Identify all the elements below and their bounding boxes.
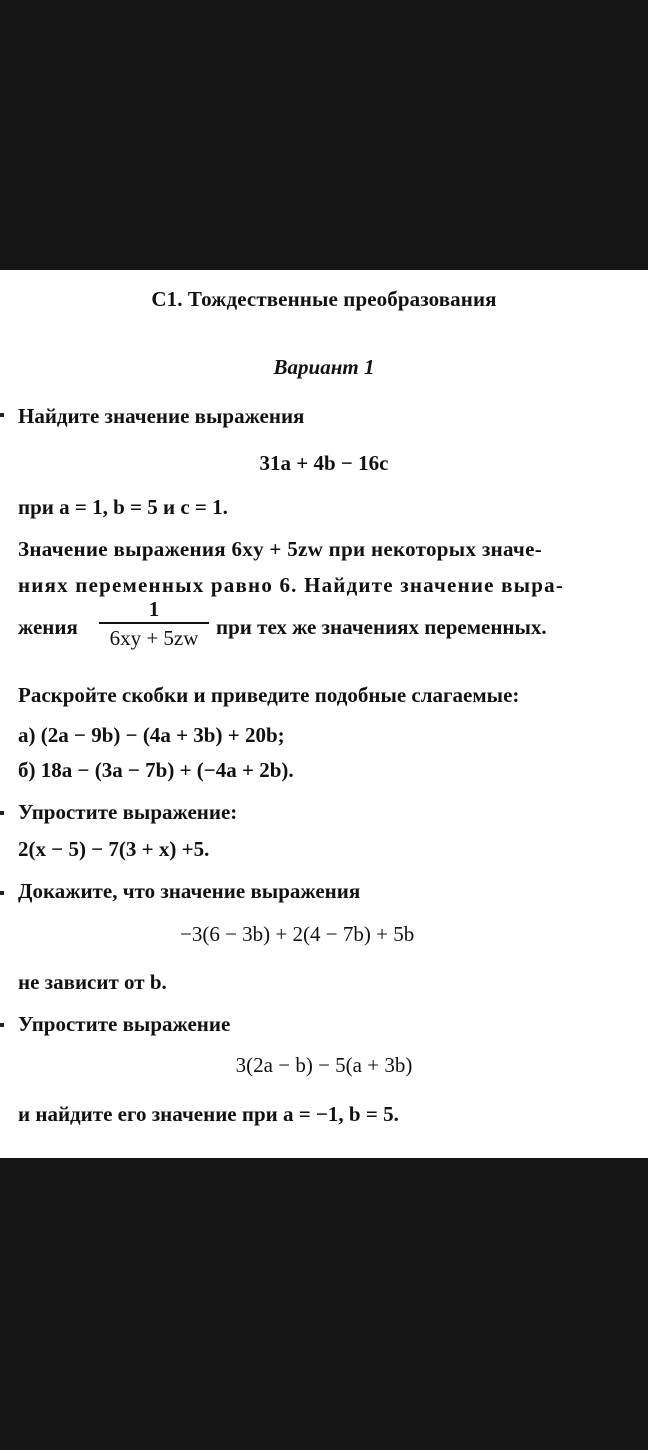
fraction-bar bbox=[99, 622, 209, 624]
task6-condition: и найдите его значение при a = −1, b = 5. bbox=[18, 1102, 399, 1126]
task-marker bbox=[0, 1023, 4, 1027]
page-title: C1. Тождественные преобразования bbox=[151, 287, 497, 311]
task6-expression: 3(2a − b) − 5(a + 3b) bbox=[235, 1053, 413, 1077]
task5-intro: Докажите, что значение выражения bbox=[18, 879, 361, 903]
variant-heading: Вариант 1 bbox=[273, 355, 375, 379]
task3-intro: Раскройте скобки и приведите подобные слагаемые: bbox=[18, 683, 520, 707]
task6-intro: Упростите выражение bbox=[18, 1012, 231, 1036]
task2-line2: ниях переменных равно 6. Найдите значение выра- bbox=[18, 573, 565, 597]
task1-expression: 31a + 4b − 16c bbox=[259, 451, 389, 475]
task1-intro: Найдите значение выражения bbox=[18, 404, 305, 428]
task3-item-b: б) 18a − (3a − 7b) + (−4a + 2b). bbox=[18, 758, 294, 782]
task1-condition: при a = 1, b = 5 и c = 1. bbox=[18, 495, 228, 519]
fraction-numerator: 1 bbox=[148, 597, 160, 621]
task-marker bbox=[0, 413, 4, 417]
task-marker bbox=[0, 811, 4, 815]
task5-conclusion: не зависит от b. bbox=[18, 970, 167, 994]
task4-expression: 2(x − 5) − 7(3 + x) +5. bbox=[18, 837, 210, 861]
task4-intro: Упростите выражение: bbox=[18, 800, 238, 824]
task5-expression: −3(6 − 3b) + 2(4 − 7b) + 5b bbox=[180, 922, 415, 946]
task2-fraction bbox=[99, 598, 209, 649]
task2-line3-start: жения bbox=[18, 615, 78, 639]
task-marker bbox=[0, 891, 4, 895]
task3-item-a: а) (2a − 9b) − (4a + 3b) + 20b; bbox=[18, 723, 285, 747]
task2-line1: Значение выражения 6xy + 5zw при некоторых значе- bbox=[18, 537, 542, 561]
task2-line3-end: при тех же значениях переменных. bbox=[216, 615, 547, 639]
fraction-denominator: 6xy + 5zw bbox=[109, 626, 199, 650]
textbook-page bbox=[0, 270, 648, 1158]
